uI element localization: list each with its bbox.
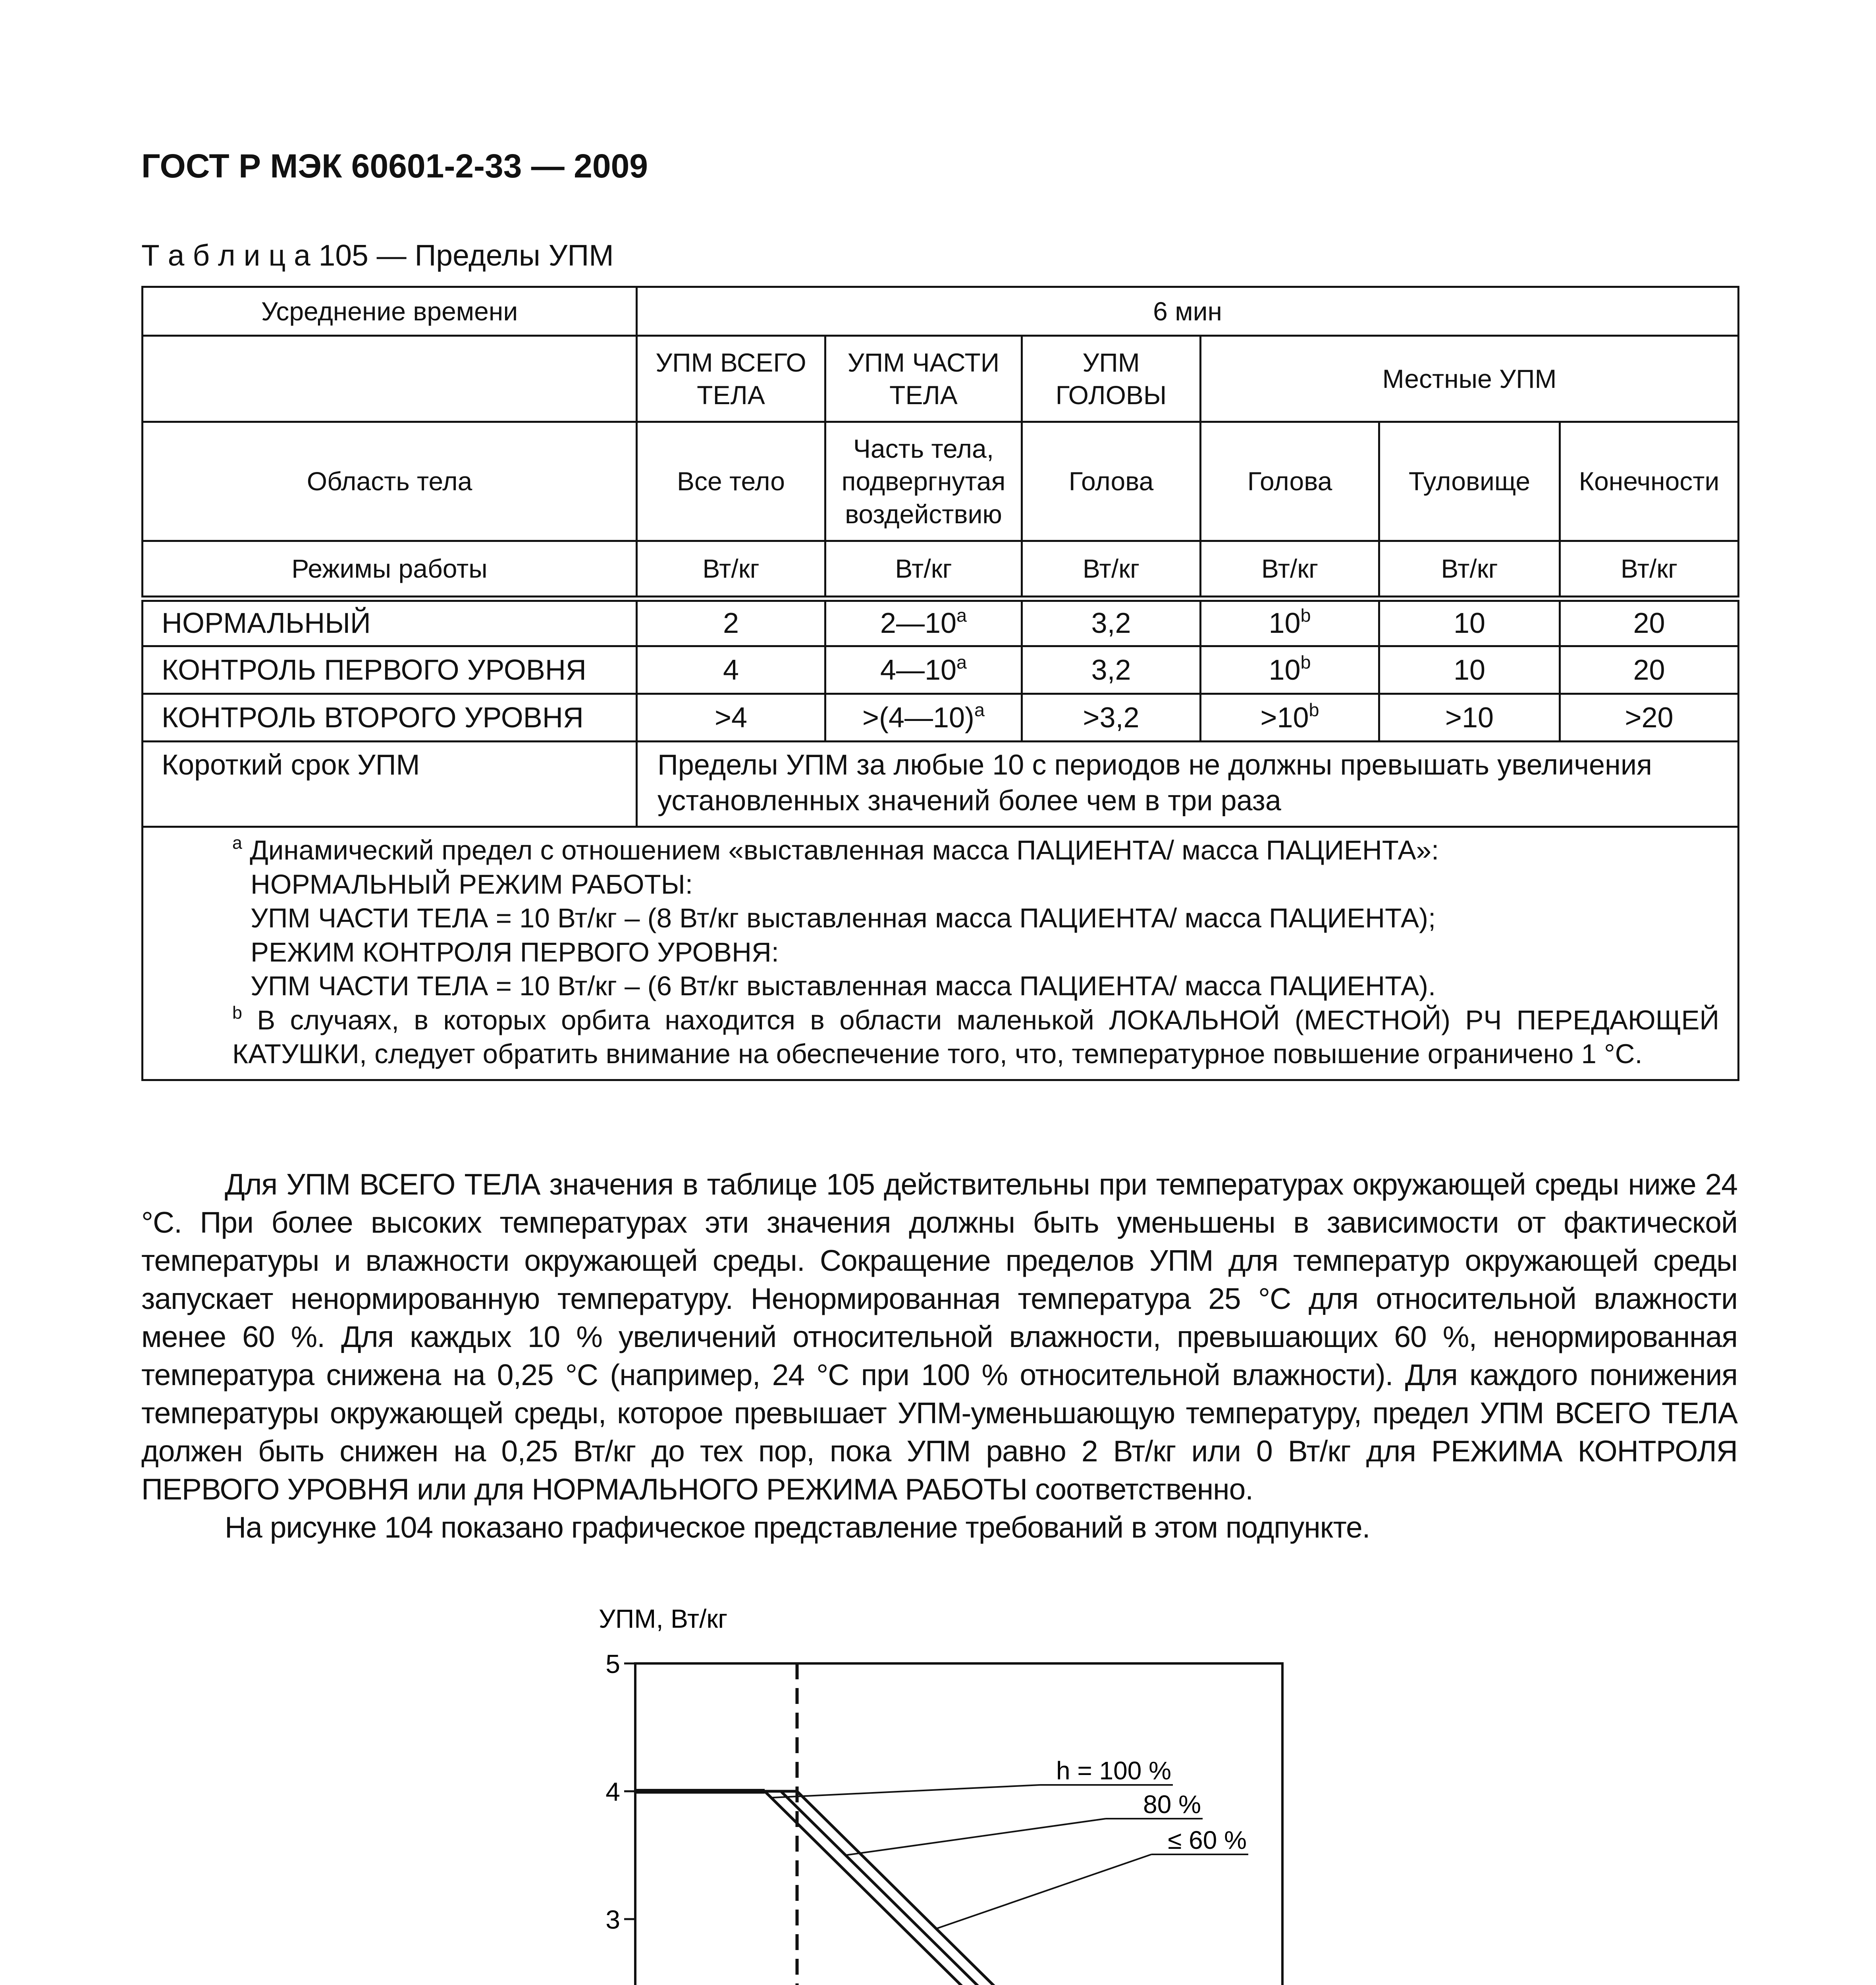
curve-label: ≤ 60 % [1168, 1826, 1247, 1854]
mode-cell: 10 [1379, 646, 1560, 694]
region-cell: Голова [1022, 422, 1201, 541]
mode-label: НОРМАЛЬНЫЙ [143, 599, 637, 646]
mode-cell: >3,2 [1022, 694, 1201, 742]
table-row-units [143, 541, 1739, 599]
series-line [635, 1791, 1282, 1985]
table-row-notes [143, 827, 1739, 1080]
region-cell: Все тело [637, 422, 825, 541]
curve-label: 80 % [1143, 1790, 1201, 1819]
mode-cell: 20 [1560, 646, 1739, 694]
footnote-a-line: НОРМАЛЬНЫЙ РЕЖИМ РАБОТЫ: [251, 869, 693, 900]
region-label: Область тела [143, 422, 637, 541]
type-local: Местные УПМ [1201, 336, 1739, 422]
unit-cell: Вт/кг [825, 541, 1022, 599]
mode-label: КОНТРОЛЬ ВТОРОГО УРОВНЯ [143, 694, 637, 742]
footnote-a-line: РЕЖИМ КОНТРОЛЯ ПЕРВОГО УРОВНЯ: [251, 937, 779, 967]
unit-cell: Вт/кг [637, 541, 825, 599]
mode-cell: >20 [1560, 694, 1739, 742]
series-line [635, 1791, 1282, 1985]
region-cell: Голова [1201, 422, 1379, 541]
table-caption: Т а б л и ц а 105 — Пределы УПМ [141, 239, 614, 272]
document-header: ГОСТ Р МЭК 60601-2-33 — 2009 [141, 147, 648, 185]
footnote-a-line: УПМ ЧАСТИ ТЕЛА = 10 Вт/кг – (6 Вт/кг выставленная масса ПАЦИЕНТА/ масса ПАЦИЕНТА). [251, 971, 1436, 1002]
unit-cell: Вт/кг [1201, 541, 1379, 599]
body-paragraph: Для УПМ ВСЕГО ТЕЛА значения в таблице 105 действительны при температурах окружающей среды ниже 24 °С. При более высоких температурах эти значения должны быть уменьшены в зависимости от фактической температуры и влажности окружающей среды. Сокращение пределов УПМ для температур окружающей среды запускает ненормированную температуру. Ненормированная температура 25 °С для относительной влажности менее 60 %. Для каждых 10 % увеличений относительной влажности, превышающих 60 %, ненормированная температура снижена на 0,25 °С (например, 24 °С при 100 % относительной влажности). Для каждого понижения температуры окружающей среды, которое превышает УПМ-уменьшающую температуру, предел УПМ ВСЕГО ТЕЛА должен быть снижен на 0,25 Вт/кг до тех пор, пока УПМ равно 2 Вт/кг или 0 Вт/кг для РЕЖИМА КОНТРОЛЯ ПЕРВОГО УРОВНЯ или для НОРМАЛЬНОГО РЕЖИМА РАБОТЫ соответственно. [141, 1168, 1737, 1506]
mode-cell: 3,2 [1022, 599, 1201, 646]
table-row-short-term [143, 742, 1739, 827]
label-leader [771, 1785, 1040, 1798]
body-text [141, 1165, 1737, 1546]
sar-limits-table [141, 286, 1739, 1081]
units-label: Режимы работы [143, 541, 637, 599]
mode-cell: 4—10$^a$ [825, 646, 1022, 694]
mode-cell: $>10^b$ [1201, 694, 1379, 742]
curve-label: h = 100 % [1056, 1756, 1171, 1785]
region-cell: Часть тела, подвергнутая воздействию [825, 422, 1022, 541]
table-row-sar-types [143, 336, 1739, 422]
y-tick-label: 5 [605, 1649, 620, 1679]
mode-cell: 3,2 [1022, 646, 1201, 694]
table-row-body-region [143, 422, 1739, 541]
plot-frame [635, 1663, 1282, 1985]
table-row-mode [143, 599, 1739, 646]
y-tick-label: 4 [605, 1777, 620, 1806]
mode-cell: 20 [1560, 599, 1739, 646]
type-whole-body: УПМ ВСЕГО ТЕЛА [637, 336, 825, 422]
type-head: УПМ ГОЛОВЫ [1022, 336, 1201, 422]
unit-cell: Вт/кг [1022, 541, 1201, 599]
mode-cell: 2 [637, 599, 825, 646]
sar-reduction-chart [540, 1588, 1334, 1985]
table-row-mode [143, 694, 1739, 742]
types-empty-cell [143, 336, 637, 422]
label-leader [846, 1819, 1106, 1855]
mode-cell: 10 [1379, 599, 1560, 646]
unit-cell: Вт/кг [1560, 541, 1739, 599]
label-leader [936, 1854, 1151, 1929]
body-paragraph: На рисунке 104 показано графическое представление требований в этом подпункте. [225, 1511, 1370, 1544]
short-term-label: Короткий срок УПМ [143, 742, 637, 827]
mode-cell: 2—10$^a$ [825, 599, 1022, 646]
table-row-mode [143, 646, 1739, 694]
footnote-a-line: УПМ ЧАСТИ ТЕЛА = 10 Вт/кг – (8 Вт/кг выставленная масса ПАЦИЕНТА/ масса ПАЦИЕНТА); [251, 903, 1436, 934]
y-tick-label: 3 [605, 1905, 620, 1934]
series-line [635, 1791, 1282, 1985]
mode-cell: 10$^b$ [1201, 646, 1379, 694]
y-axis-label: УПМ, Вт/кг [599, 1604, 728, 1633]
type-partial-body: УПМ ЧАСТИ ТЕЛА [825, 336, 1022, 422]
annotations [771, 1756, 1248, 1985]
footnote-b: $^b$ В случаях, в которых орбита находится в области маленькой ЛОКАЛЬНОЙ (МЕСТНОЙ) РЧ ПЕРЕДАЮЩЕЙ КАТУШКИ, следует обратить внимание на обеспечение того, что, температурное повышение ограничено 1 °С. [232, 1002, 1720, 1070]
short-term-text: Пределы УПМ за любые 10 с периодов не должны превышать увеличения установленных значений более чем в три раза [637, 742, 1739, 827]
mode-label: КОНТРОЛЬ ПЕРВОГО УРОВНЯ [143, 646, 637, 694]
region-cell: Туловище [1379, 422, 1560, 541]
mode-cell: >(4—10)$^a$ [825, 694, 1022, 742]
plot-border [635, 1663, 1282, 1985]
averaging-label: Усреднение времени [143, 287, 637, 336]
mode-cell: >4 [637, 694, 825, 742]
averaging-value: 6 мин [637, 287, 1739, 336]
footnote-a: $^a$ Динамический предел с отношением «выставленная масса ПАЦИЕНТА/ масса ПАЦИЕНТА»: [232, 833, 1439, 865]
table-footnotes [143, 827, 1739, 1080]
mode-cell: 4 [637, 646, 825, 694]
series-lines [635, 1791, 1282, 1985]
mode-cell: 10$^b$ [1201, 599, 1379, 646]
region-cell: Конечности [1560, 422, 1739, 541]
table-row-averaging [143, 287, 1739, 336]
unit-cell: Вт/кг [1379, 541, 1560, 599]
mode-cell: >10 [1379, 694, 1560, 742]
